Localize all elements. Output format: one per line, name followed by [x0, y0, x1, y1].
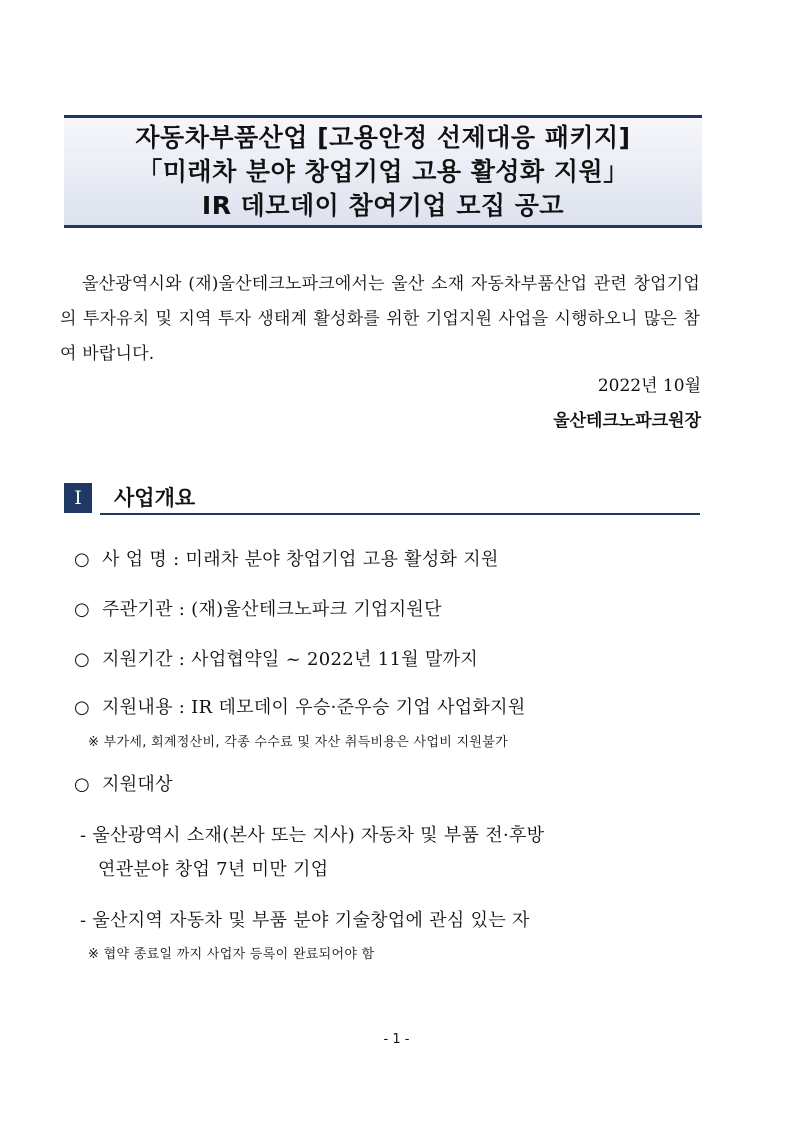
content-note: ※ 부가세, 회계정산비, 각종 수수료 및 자산 취득비용은 사업비 지원불가	[88, 735, 508, 750]
issuer-name: 울산테크노파크원장	[553, 411, 701, 431]
target-1-line-1: - 울산광역시 소재(본사 또는 지사) 자동차 및 부품 전·후방	[80, 825, 545, 846]
title-line-2: 「미래차 분야 창업기업 고용 활성화 지원」	[137, 156, 629, 186]
section-title: 사업개요	[114, 486, 196, 510]
item-target	[74, 770, 173, 796]
section-rule	[100, 513, 700, 515]
item-content	[74, 693, 526, 719]
section-heading	[64, 483, 700, 515]
target-1-line-2: 연관분야 창업 7년 미만 기업	[98, 859, 329, 880]
title-line-3: IR 데모데이 참여기업 모집 공고	[201, 190, 565, 220]
circle-bullet: ○	[74, 697, 91, 718]
circle-bullet: ○	[74, 774, 91, 795]
item-period	[74, 645, 478, 671]
page-number: - 1 -	[383, 1032, 410, 1047]
title-box	[64, 115, 702, 228]
item-text: 지원대상	[102, 774, 173, 795]
item-text: 주관기관 : (재)울산테크노파크 기업지원단	[102, 599, 442, 620]
title-line-1: 자동차부품산업 [고용안정 선제대응 패키지]	[135, 122, 631, 152]
item-text: 지원내용 : IR 데모데이 우승·준우승 기업 사업화지원	[102, 697, 526, 718]
section-number: Ⅰ	[64, 483, 92, 513]
announcement-date: 2022년 10월	[597, 376, 701, 396]
intro-paragraph: 울산광역시와 (재)울산테크노파크에서는 울산 소재 자동차부품산업 관련 창업기업의 투자유치 및 지역 투자 생태계 활성화를 위한 기업지원 사업을 시행하오니 많은 참여 바랍니다.	[60, 274, 700, 364]
target-2: - 울산지역 자동차 및 부품 분야 기술창업에 관심 있는 자	[80, 910, 530, 931]
item-text: 사 업 명 : 미래차 분야 창업기업 고용 활성화 지원	[102, 549, 499, 570]
circle-bullet: ○	[74, 549, 91, 570]
item-organizer	[74, 595, 442, 621]
item-project-name	[74, 545, 499, 571]
circle-bullet: ○	[74, 649, 91, 670]
item-text: 지원기간 : 사업협약일 ~ 2022년 11월 말까지	[102, 649, 479, 670]
target-2-note: ※ 협약 종료일 까지 사업자 등록이 완료되어야 함	[88, 947, 375, 962]
circle-bullet: ○	[74, 599, 91, 620]
